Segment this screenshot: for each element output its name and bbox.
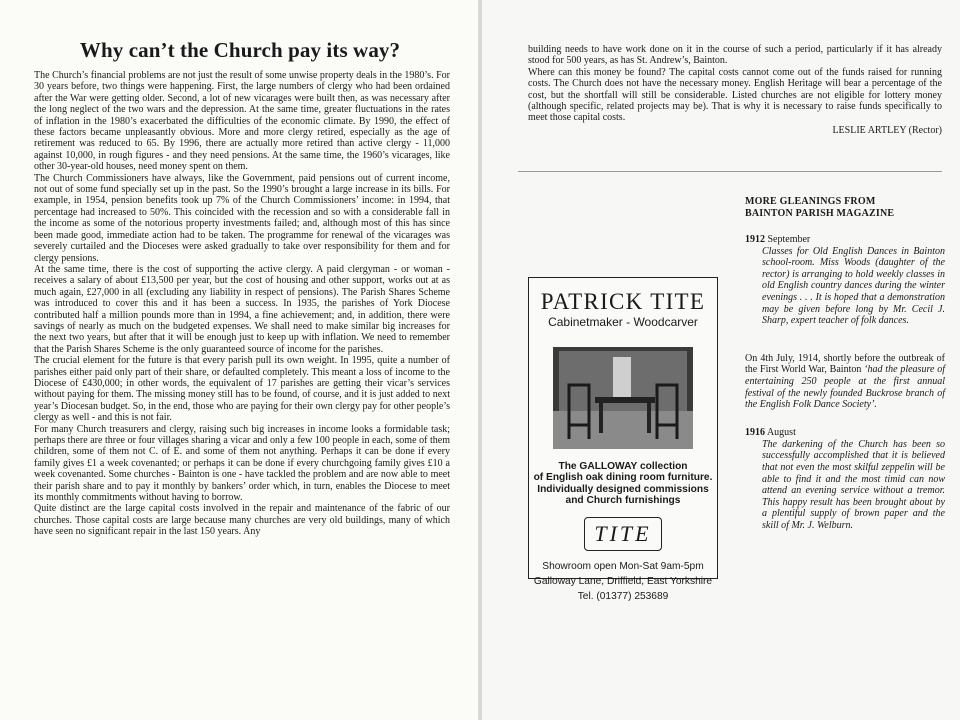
article-paragraph: The crucial element for the future is that every parish pull its own weight. In 1995, quite a number of parishes either paid only part of their share, or defaulted completely. This meant a loss of income to the Diocese of £430,000; in other words, the equivalent of 17 parishes are getting their vicar’s services without paying for them. The missing money still has to be found, of course, and it is just added to next year’s Diocesan budget. So, in the end, those who are paying for their own clergy pay for other people’s clergy as well - and this is not fair. [34, 355, 450, 424]
continuation-paragraph: Where can this money be found? The capital costs cannot come out of the funds raised for running costs. The Church does not have the necessary money. English Heritage will bear a percentage of the cost, but the shortfall will still be considerable. Listed churches are not eligible for lottery money (although specific, related projects may be). That is why it is necessary to raise funds specifically to meet those capital costs. [528, 66, 942, 124]
article-paragraph: Quite distinct are the large capital costs involved in the repair and maintenance of the fabric of our churches. Those capital costs are large because many churches are very old buildings, many of which have seen no significant repair in the last 150 years. Any [34, 503, 450, 538]
gleaning-month: September [767, 233, 811, 245]
advert-trade: Cabinetmaker - Woodcarver [548, 315, 698, 329]
gleaning-date [745, 234, 945, 246]
tite-logo: TITE [584, 517, 662, 551]
article-paragraph: The Church’s financial problems are not just the result of some unwise property deals in the 1980’s. For 30 years before, two things were happening. First, the large numbers of clergy who had been ordained after the War were getting older. Second, a lot of new vicarages were built then, as was necessary after the long neglect of the two wars and the depression. At the same time, greater fluctuations in the rates of inflation in the 1980’s exacerbated the difficulties of the economic climate. By 1990, the effect of these factors became unpleasantly obvious. More and more clergy retired, especially as the age of retirement was reduced to 65. By 1996, there are actually more retired than active clergy - 11,000 against 10,000, in rough figures - and they need pensions. At the same time, the 1960’s vicarages, like other 30-year-old houses, need money spent on them. [34, 70, 450, 173]
advert-desc-line: of English oak dining room furniture. [533, 472, 713, 484]
gleanings-title [745, 196, 945, 220]
gleaning-intro: On 4th July, 1914, shortly before the outbreak of the First World War, Bainton [745, 352, 945, 376]
author-signoff: LESLIE ARTLEY (Rector) [832, 124, 942, 136]
gleaning-text: Classes for Old English Dances in Bainton school-room. Miss Woods (daughter of the rector) is arranging to hold weekly classes in old English country dances during the winter evenings . . . It is hoped that a demonstration may be given before long by Mr. Cecil J. Sharp, expert teacher of folk dances. [762, 245, 945, 327]
gleanings-section [745, 196, 945, 531]
gleaning-month: August [766, 426, 796, 438]
gleaning-entry-1914 [745, 353, 945, 411]
advert-business-name: PATRICK TITE [540, 289, 706, 314]
gleaning-text: The darkening of the Church has been so successfully accomplished that it is believed that not even the most skilful zeppelin will be able to find it and the most timid can now attend an evening service without a tremor. This happy result has been brought about by a plentiful supply of brown paper and the skill of Mr. J. Welburn. [762, 438, 945, 531]
advert-telephone: Tel. (01377) 253689 [577, 590, 669, 602]
advert-description [529, 461, 717, 507]
furniture-photo [553, 347, 693, 449]
article-body [34, 70, 450, 538]
advertisement [528, 277, 718, 602]
article-paragraph: The Church Commissioners have always, like the Government, paid pensions out of current income, not out of some fund specially set up in the past. So the 1990’s brought a large increase in its bills. For example, in 1954, pension benefits took up 7% of the Church Commissioners’ income: in 1994, that percentage had increased to 50%. This coincided with the recession and so with a considerable fall in the income as some of the notorious property investments failed; and, although most of this has since been made good, immediate action had to be taken. The programme for renewal of the vicarages was severely curtailed and the Dioceses were asked gradually to take over responsibility for them and for clergy pensions. [34, 172, 450, 264]
continuation-paragraph: building needs to have work done on it in the course of such a period, particularly if it has already stood for 500 years, as has St. Andrew’s, Bainton. [528, 44, 942, 67]
section-divider [518, 171, 942, 172]
gleaning-quote: ‘had the pleasure of entertaining 250 people at the first annual festival of the newly founded Buckrose branch of the English Folk Dance Society’. [745, 364, 945, 411]
advert-contact [529, 559, 717, 604]
gleaning-year: 1912 [745, 233, 765, 245]
gleaning-date [745, 427, 945, 439]
advert-desc-line: Individually designed commissions [537, 483, 709, 495]
gleaning-year: 1916 [745, 426, 765, 438]
article-paragraph: For many Church treasurers and clergy, raising such big increases in income looks a formidable task; perhaps there are three or four villages sharing a vicar and only a few 100 people in each, some of them children, some of them not C. of E. and some of them not anything. Perhaps it can be done if every family gives £1 a week covenanted; or perhaps it can be done if every churchgoing family gives £10 a week covenanted. Some churches - Bainton is one - have tackled the problem and are now able to meet their parish share and to pay it monthly by bankers’ order which, in turn, enables the Diocese to meet its monthly commitments without having to borrow. [34, 423, 450, 504]
gleanings-title-line: BAINTON PARISH MAGAZINE [745, 207, 895, 219]
gleanings-title-line: MORE GLEANINGS FROM [745, 196, 876, 207]
advert-desc-line: and Church furnishings [565, 495, 681, 507]
advert-desc-line: The GALLOWAY collection [558, 461, 688, 472]
article-title: Why can’t the Church pay its way? [79, 38, 401, 62]
article-continuation [528, 44, 942, 136]
advert-showroom-hours: Showroom open Mon-Sat 9am-5pm [542, 560, 704, 572]
left-page [0, 0, 478, 720]
advert-address: Galloway Lane, Driffield, East Yorkshire [533, 575, 713, 587]
article-paragraph: At the same time, there is the cost of supporting the active clergy. A paid clergyman - or woman - receives a salary of about £13,500 per year, but the cost of housing and other support, works out at as much again, £27,000 in all (excluding any liability in respect of pensions). The Parish Shares Scheme was introduced to cover this and it has been a success. In 1935, the parishes of York Diocese contributed half a million pounds more than in 1994, a fine achievement; and, in addition, there were savings of nearly as much on the budgeted expenses. We shall need to make similar big increases for the next two years, but after that it will be enough just to keep up with inflation. We need to remember that the Parish Shares Scheme is the only guaranteed source of income for the parishes. [34, 263, 450, 355]
